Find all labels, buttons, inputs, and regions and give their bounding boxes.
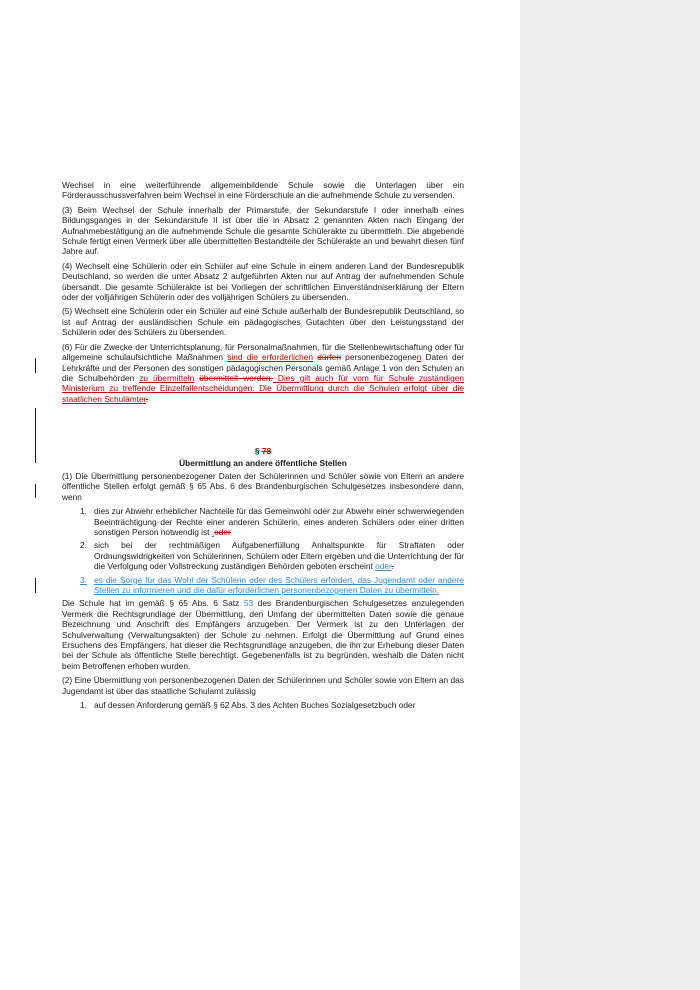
paragraph-intro: Wechsel in eine weiterführende allgemeinbildende Schule sowie die Unterlagen über ein Förderausschussverfahren beim Wechsel in eine Förderschule an die aufnehmende Schule zu versenden. — [62, 180, 464, 201]
document-body — [62, 180, 464, 713]
section-1-intro: (1) Die Übermittlung personenbezogener Daten der Schülerinnen und Schüler sowie von Eltern an andere öffentliche Stellen erfolgt gemäß § 65 Abs. 6 des Brandenburgischen Schulgesetzes insbesondere dann, wenn — [62, 470, 464, 502]
spacer — [62, 408, 464, 446]
list-item: 2. sich bei der rechtmäßigen Aufgabenerfüllung Anhaltspunkte für Straftaten oder Ordnungswidrigkeiten von Schülerinnen, Schülern oder Eltern ergeben und die Unterrichtung der für die Verfolgung oder Vollstreckung zuständigen Behörden geboten erscheint oder. — [80, 540, 464, 572]
paragraph-3: (3) Beim Wechsel der Schule innerhalb der Primarstufe, der Sekundarstufe I oder innerhalb eines Bildungsganges in der Sekundarstufe II ist über die in Absatz 2 genannten Akten nach Eingang der Aufnahmebestätigung an die aufnehmende Schule die gesamte Schülerakte zu übermitteln. Die abgebende Schule fertigt einen Vermerk über alle übermittelten Bestandteile der Schülerakte an und bewahrt diesen fünf Jahre auf. — [62, 204, 464, 257]
changed-number: 53 — [243, 598, 254, 609]
insertion: zu übermitteln — [139, 372, 195, 383]
change-bar — [35, 484, 36, 498]
jugendamt-list — [62, 700, 464, 710]
change-bar — [35, 578, 36, 593]
condition-list — [62, 506, 464, 595]
insertion: oder — [375, 561, 392, 572]
paragraph-5: (5) Wechselt eine Schülerin oder ein Schüler auf eine Schule außerhalb der Bundesrepublik Deutschland, so ist auf Antrag der ausländischen Schule ein pädagogisches Gutachten über den Leistungsstand der Schülerin oder des Schülers zu übersenden. — [62, 306, 464, 338]
deletion: dürfen — [317, 352, 341, 363]
deletion: . — [270, 372, 273, 383]
section-1-vermerk: Die Schule hat im gemäß § 65 Abs. 6 Satz 53 des Brandenburgischen Schulgesetzes anzulegenden Vermerk die Rechtsgrundlage der Übermittlung, den Umfang der übermittelten Daten sowie die genaue Bezeichnung und Anschrift des Empfängers anzugeben. Der Vermerk ist zu den Unterlagen der Schulverwaltung (Verwaltungsakten) der Schule zu nehmen. Erfolgt die Übermittlung auf Grund eines Ersuchens des Empfängers, hat dieser die Rechtsgrundlage anzugeben, die ihn zur Erhebung dieser Daten bei der Schule als öffentliche Stelle berechtigt. Gegebenenfalls ist zu begründen, weshalb die Daten nicht beim Betroffenen erhoben wurden. — [62, 598, 464, 671]
deletion: oder — [214, 526, 231, 537]
deletion: . — [145, 393, 149, 404]
paragraph-6: (6) Für die Zwecke der Unterrichtsplanung, für Personalmaßnahmen, für die Stellenbewirtschaftung oder für allgemeine schulaufsichtliche Maßnahmen sind die erforderlichen dürfen personenbezogenen Daten der Lehrkräfte und der Personen des sonstigen pädagogischen Personals gemäß Anlage 1 von den Schulen an die Schulbehörden zu übermitteln übermittelt werden. Dies gilt auch für vom für Schule zuständigen Ministerium zu treffende Einzelfallentscheidungen. Die Übermittlung durch die Schulen erfolgt über die staatlichen Schulämter. — [62, 341, 465, 404]
insertion: n — [416, 352, 422, 363]
insertion: Dies gilt auch für vom für Schule zuständigen Ministerium zu treffende Einzelfallentscheidungen. Die Übermittlung durch die Schulen erfolgt über die staatlichen Schulämter — [62, 372, 464, 404]
section-2-intro: (2) Eine Übermittlung von personenbezogenen Daten der Schülerinnen und Schüler sowie von Eltern an das Jugendamt ist über das staatliche Schulamt zulässig — [62, 675, 464, 696]
section-number: 78 — [261, 446, 272, 457]
insertion: , — [211, 526, 215, 537]
deletion: . — [391, 561, 394, 572]
list-item: 1. auf dessen Anforderung gemäß § 62 Abs. 3 des Achten Buches Sozialgesetzbuch oder — [80, 700, 416, 711]
insertion: sind die erforderlichen — [227, 352, 314, 363]
list-item-inserted: 3. es die Sorge für das Wohl der Schülerin oder des Schülers erfordert, das Jugendamt oder andere Stellen zu informieren und die dafür erforderlichen personenbezogenen Daten zu übermitteln. — [80, 574, 464, 595]
comment-pane — [520, 0, 700, 990]
section-title: Übermittlung an andere öffentliche Stellen — [179, 457, 347, 468]
deletion: übermittelt werden — [199, 372, 271, 383]
section-heading: § 78 — [254, 446, 272, 457]
paragraph-4: (4) Wechselt eine Schülerin oder ein Schüler auf eine Schule in einem anderen Land der Bundesrepublik Deutschland, so werden die unter Absatz 2 aufgeführten Akten nur auf Antrag der aufnehmenden Schule übersandt. Die gesamte Schülerakte ist bei Vorliegen der schriftlichen Einverständniserklärung der Eltern oder der volljährigen Schülerin oder des volljährigen Schülers zu übersenden. — [62, 260, 464, 303]
change-bar — [35, 358, 36, 373]
change-bar — [35, 408, 36, 463]
list-item: 1. dies zur Abwehr erheblicher Nachteile für das Gemeinwohl oder zur Abwehr einer schwerwiegenden Beeinträchtigung der Rechte einer anderen Schülerin, eines anderen Schülers oder einer dritten sonstigen Person notwendig ist ,oder — [80, 506, 464, 537]
